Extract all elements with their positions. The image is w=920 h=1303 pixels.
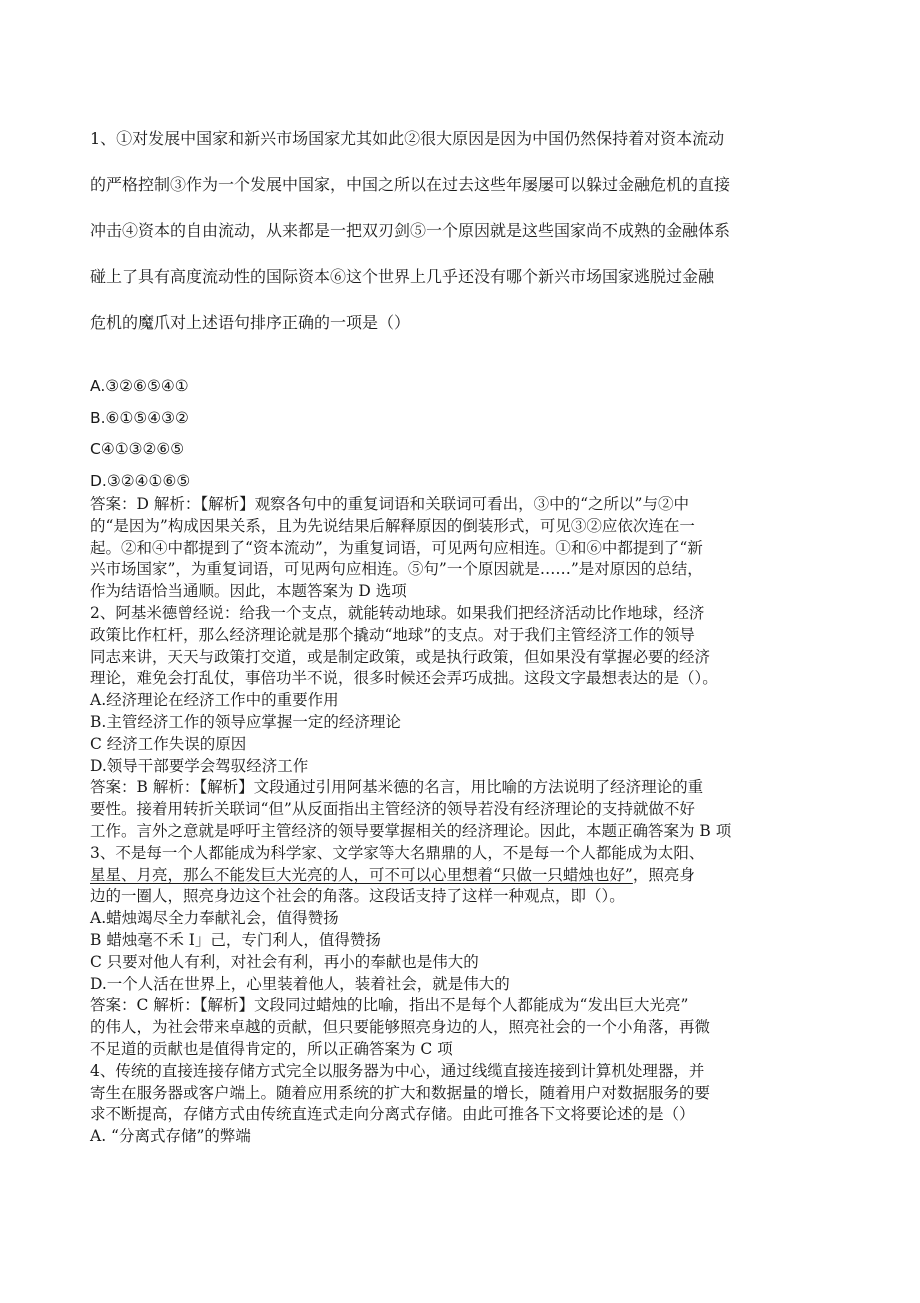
- option-c: C 只要对他人有利，对社会有利，再小的奉献也是伟大的: [90, 952, 479, 971]
- stem-text: ，照亮身: [632, 865, 695, 884]
- answer-line: 答案：C 解析：【解析】文段同过蜡烛的比喻，指出不是每个人都能成为“发出巨大光亮”: [90, 996, 689, 1015]
- option-a: A.经济理论在经济工作中的重要作用: [90, 691, 339, 710]
- stem-line: 的严格控制③作为一个发展中国家，中国之所以在过去这些年屡屡可以躲过金融危机的直接: [90, 175, 731, 194]
- question-2: [90, 603, 830, 843]
- stem-line: [90, 865, 830, 887]
- option-b: B.⑥①⑤④③②: [90, 408, 189, 427]
- option-d: D.③②④①⑥⑤: [90, 471, 191, 490]
- option-d: D.一个人活在世界上，心里装着他人，装着社会，就是伟大的: [90, 974, 510, 993]
- stem-line: 3、不是每一个人都能成为科学家、文学家等大名鼎鼎的人，不是每一个人都能成为太阳、: [90, 843, 705, 862]
- question-1-stem: [90, 128, 830, 358]
- answer-line: 起。②和④中都提到了“资本流动”，为重复词语，可见两句应相连。①和⑥中都提到了“新: [90, 538, 703, 557]
- answer-line: 的“是因为”构成因果关系，且为先说结果后解释原因的倒装形式，可见③②应依次连在一: [90, 516, 695, 535]
- stem-line: 1、①对发展中国家和新兴市场国家尤其如此②很大原因是因为中国仍然保持着对资本流动: [90, 129, 725, 148]
- stem-line: 同志来讲，天天与政策打交道，或是制定政策，或是执行政策，但如果没有掌握必要的经济: [90, 647, 711, 666]
- answer-line: 作为结语恰当通顺。因此，本题答案为 D 选项: [90, 582, 407, 601]
- stem-line: 冲击④资本的自由流动，从来都是一把双刃剑⑤一个原因就是这些国家尚不成熟的金融体系: [90, 221, 731, 240]
- option-b: B 蜡烛毫不禾 I」己，专门利人，值得赞扬: [90, 930, 381, 949]
- stem-line: 2、阿基米德曾经说：给我一个支点，就能转动地球。如果我们把经济活动比作地球，经济: [90, 603, 705, 622]
- stem-line: 边的一圈人，照亮身边这个社会的角落。这段话支持了这样一种观点，即（）。: [90, 887, 625, 906]
- stem-line: 政策比作杠杆，那么经济理论就是那个撬动“地球”的支点。对于我们主管经济工作的领导: [90, 625, 695, 644]
- underlined-text: 星星、月亮，那么不能发巨大光亮的人，可不可以心里想着“只做一只蜡烛也好”: [90, 865, 633, 884]
- question-3: [90, 843, 830, 1061]
- question-1-options: [90, 375, 830, 501]
- stem-line: 4、传统的直接连接存储方式完全以服务器为中心，通过线缆直接连接到计算机处理器，并: [90, 1061, 705, 1080]
- answer-line: 兴市场国家”，为重复词语，可见两句应相连。⑤句”一个原因就是……”是对原因的总结，: [90, 560, 703, 579]
- option-b: B.主管经济工作的领导应掌握一定的经济理论: [90, 712, 401, 731]
- option-a: A.③②⑥⑤④①: [90, 377, 189, 395]
- answer-line: 的伟人，为社会带来卓越的贡献，但只要能够照亮身边的人，照亮社会的一个小角落，再微: [90, 1018, 711, 1037]
- stem-line: 求不断提高，存储方式由传统直连式走向分离式存储。由此可推各下文将要论述的是（）: [90, 1105, 695, 1124]
- option-d: D.领导干部要学会驾驭经济工作: [90, 756, 309, 775]
- question-body: [90, 494, 830, 1148]
- stem-line: 理论，难免会打乱仗，事倍功半不说，很多时候还会弄巧成拙。这段文字最想表达的是（）。: [90, 669, 718, 688]
- stem-line: 寄生在服务器或客户端上。随着应用系统的扩大和数据量的增长，随着用户对数据服务的要: [90, 1083, 711, 1102]
- option-a: A.蜡烛竭尽全力奉献礼会，值得赞扬: [90, 909, 339, 928]
- answer-line: 工作。言外之意就是呼吁主管经济的领导要掌握相关的经济理论。因此，本题正确答案为 B 项: [90, 821, 732, 840]
- question-4: [90, 1061, 830, 1148]
- answer-line: 要性。接着用转折关联词“但”从反面指出主管经济的领导若没有经济理论的支持就做不好: [90, 800, 695, 819]
- answer-line: 答案：B 解析：【解析】文段通过引用阿基米德的名言，用比喻的方法说明了经济理论的重: [90, 778, 704, 797]
- stem-line: 危机的魔爪对上述语句排序正确的一项是（）: [90, 313, 411, 332]
- stem-line: 碰上了具有高度流动性的国际资本⑥这个世界上几乎还没有哪个新兴市场国家逃脱过金融: [90, 267, 715, 286]
- question-1-answer: [90, 494, 830, 603]
- option-a: A. “分离式存储”的弊端: [90, 1127, 251, 1146]
- answer-line: 答案：D 解析：【解析】观察各句中的重复词语和关联词可看出，③中的“之所以”与②中: [90, 495, 689, 513]
- option-c: C④①③②⑥⑤: [90, 440, 185, 458]
- answer-line: 不足道的贡献也是值得肯定的，所以正确答案为 C 项: [90, 1039, 453, 1058]
- option-c: C 经济工作失误的原因: [90, 734, 247, 753]
